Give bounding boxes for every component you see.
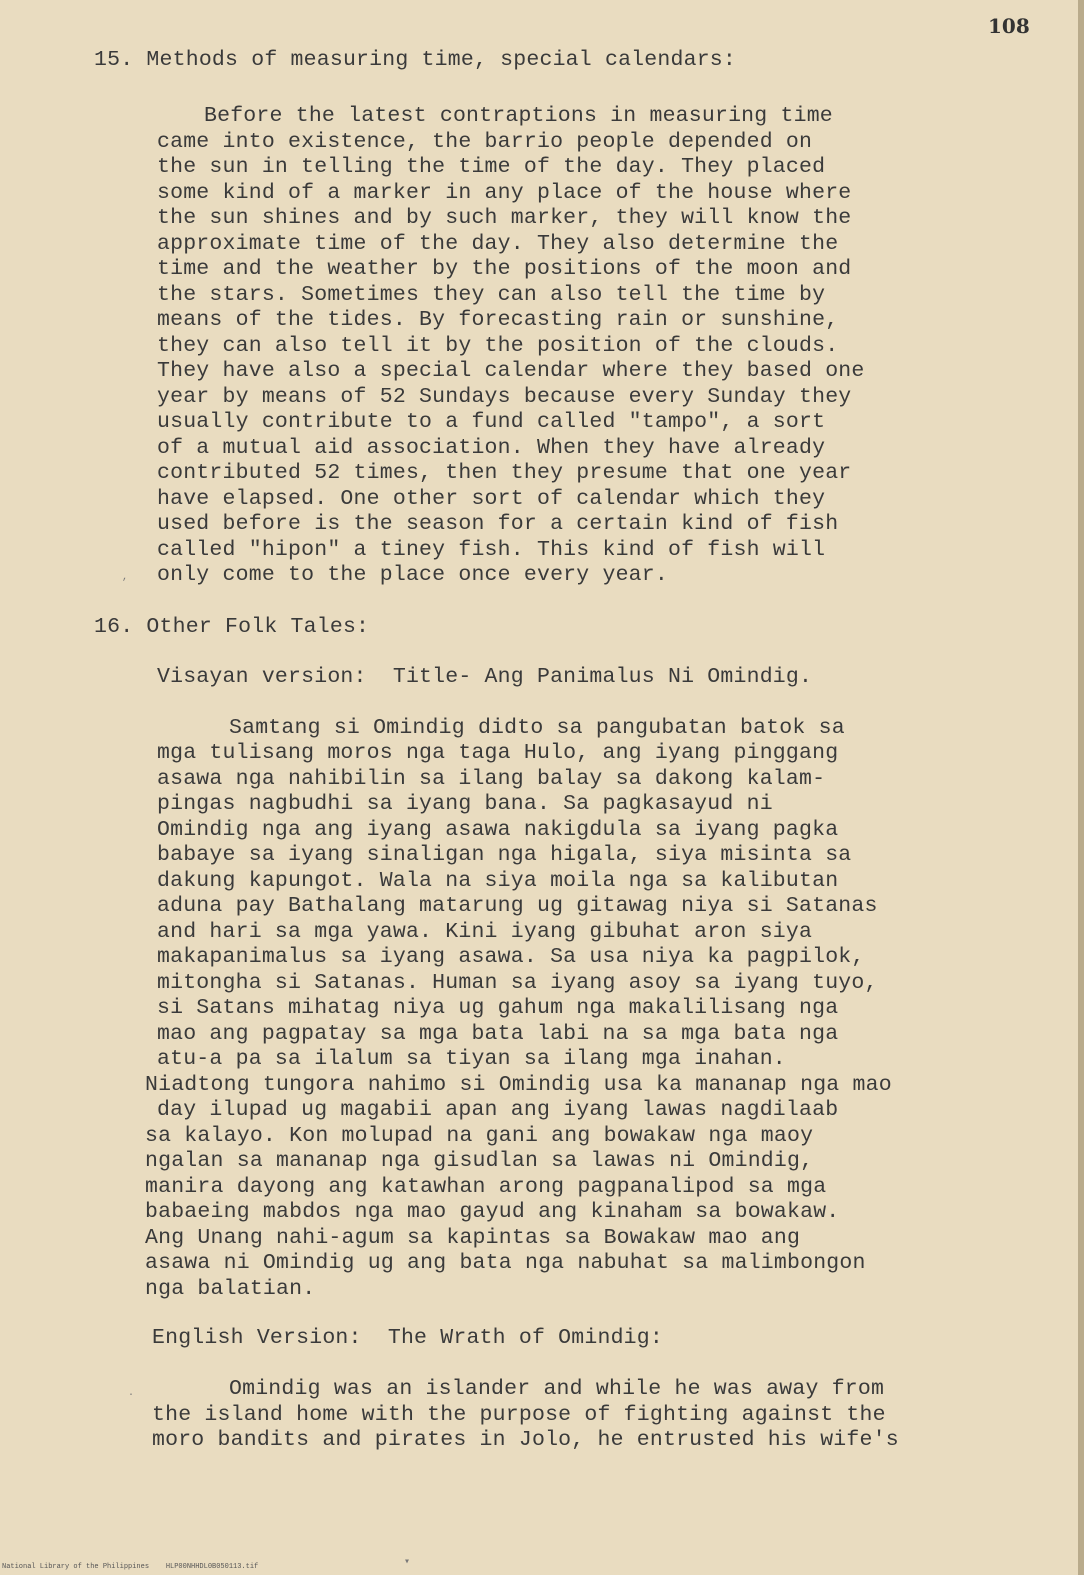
text-line: manira dayong ang katawhan arong pagpanalipod sa mga: [145, 1175, 827, 1199]
text-line: mitongha si Satanas. Human sa iyang asoy sa iyang tuyo,: [157, 971, 878, 995]
english-version-label: English Version: The Wrath of Omindig:: [152, 1326, 663, 1350]
text-line: only come to the place once every year.: [157, 563, 668, 587]
text-line: Niadtong tungora nahimo si Omindig usa ka mananap nga mao: [145, 1073, 892, 1097]
text-line: they can also tell it by the position of the clouds.: [157, 334, 839, 358]
text-line: sa kalayo. Kon molupad na gani ang bowakaw nga maoy: [145, 1124, 814, 1148]
text-line: have elapsed. One other sort of calendar which they: [157, 487, 826, 511]
text-line: ngalan sa mananap nga gisudlan sa lawas ni Omindig,: [145, 1149, 814, 1173]
text-line: and hari sa mga yawa. Kini iyang gibuhat aron siya: [157, 920, 813, 944]
text-line: contributed 52 times, then they presume that one year: [157, 461, 852, 485]
text-line: Omindig nga ang iyang asawa nakigdula sa iyang pagka: [157, 818, 839, 842]
text-line: year by means of 52 Sundays because every Sunday they: [157, 385, 852, 409]
text-line: asawa ni Omindig ug ang bata nga nabuhat sa malimbongon: [145, 1251, 866, 1275]
text-line: si Satans mihatag niya ug gahum nga makalilisang nga: [157, 996, 839, 1020]
text-line: time and the weather by the positions of the moon and: [157, 257, 852, 281]
text-line: day ilupad ug magabii apan ang iyang lawas nagdilaab: [157, 1098, 839, 1122]
text-line: means of the tides. By forecasting rain or sunshine,: [157, 308, 839, 332]
text-line: the sun shines and by such marker, they will know the: [157, 206, 852, 230]
smudge-mark: ,: [122, 572, 129, 583]
text-line: called "hipon" a tiney fish. This kind of fish will: [157, 538, 826, 562]
section-16-heading: 16. Other Folk Tales:: [94, 615, 370, 639]
text-line: Ang Unang nahi-agum sa kapintas sa Bowakaw mao ang: [145, 1226, 801, 1250]
smudge-mark: ·: [128, 1390, 135, 1401]
text-line: approximate time of the day. They also determine the: [157, 232, 839, 256]
text-line: pingas nagbudhi sa iyang bana. Sa pagkasayud ni: [157, 792, 773, 816]
section-15-heading: 15. Methods of measuring time, special calendars:: [94, 48, 737, 72]
page-edge: [1078, 0, 1084, 1575]
text-line: babaye sa iyang sinaligan nga higala, siya misinta sa: [157, 843, 852, 867]
text-line: Omindig was an islander and while he was away from: [229, 1377, 885, 1401]
text-line: nga balatian.: [145, 1277, 316, 1301]
text-line: came into existence, the barrio people depended on: [157, 130, 813, 154]
text-line: aduna pay Bathalang matarung ug gitawag niya si Satanas: [157, 894, 878, 918]
text-line: asawa nga nahibilin sa ilang balay sa dakong kalam-: [157, 767, 826, 791]
text-line: some kind of a marker in any place of the house where: [157, 181, 852, 205]
text-line: babaeing mabdos nga mao gayud ang kinaham sa bowakaw.: [145, 1200, 840, 1224]
scan-footer: National Library of the Philippines HLP00NHHDL0B050113.tif: [2, 1563, 259, 1571]
text-line: usually contribute to a fund called "tampo", a sort: [157, 410, 826, 434]
text-line: dakung kapungot. Wala na siya moila nga sa kalibutan: [157, 869, 839, 893]
text-line: Samtang si Omindig didto sa pangubatan batok sa: [229, 716, 845, 740]
text-line: Before the latest contraptions in measuring time: [204, 104, 833, 128]
text-line: moro bandits and pirates in Jolo, he entrusted his wife's: [152, 1428, 899, 1452]
text-line: the island home with the purpose of fighting against the: [152, 1403, 886, 1427]
text-line: makapanimalus sa iyang asawa. Sa usa niya ka pagpilok,: [157, 945, 865, 969]
visayan-version-label: Visayan version: Title- Ang Panimalus Ni Omindig.: [157, 665, 813, 689]
text-line: mao ang pagpatay sa mga bata labi na sa mga bata nga: [157, 1022, 839, 1046]
text-line: mga tulisang moros nga taga Hulo, ang iyang pinggang: [157, 741, 839, 765]
text-line: They have also a special calendar where they based one: [157, 359, 865, 383]
text-line: the sun in telling the time of the day. They placed: [157, 155, 826, 179]
text-line: atu-a pa sa ilalum sa tiyan sa ilang mga inahan.: [157, 1047, 786, 1071]
page-number: 108: [988, 14, 1030, 38]
text-line: of a mutual aid association. When they have already: [157, 436, 826, 460]
text-line: the stars. Sometimes they can also tell the time by: [157, 283, 826, 307]
text-line: used before is the season for a certain kind of fish: [157, 512, 839, 536]
smudge-mark: ▾: [404, 1557, 411, 1568]
